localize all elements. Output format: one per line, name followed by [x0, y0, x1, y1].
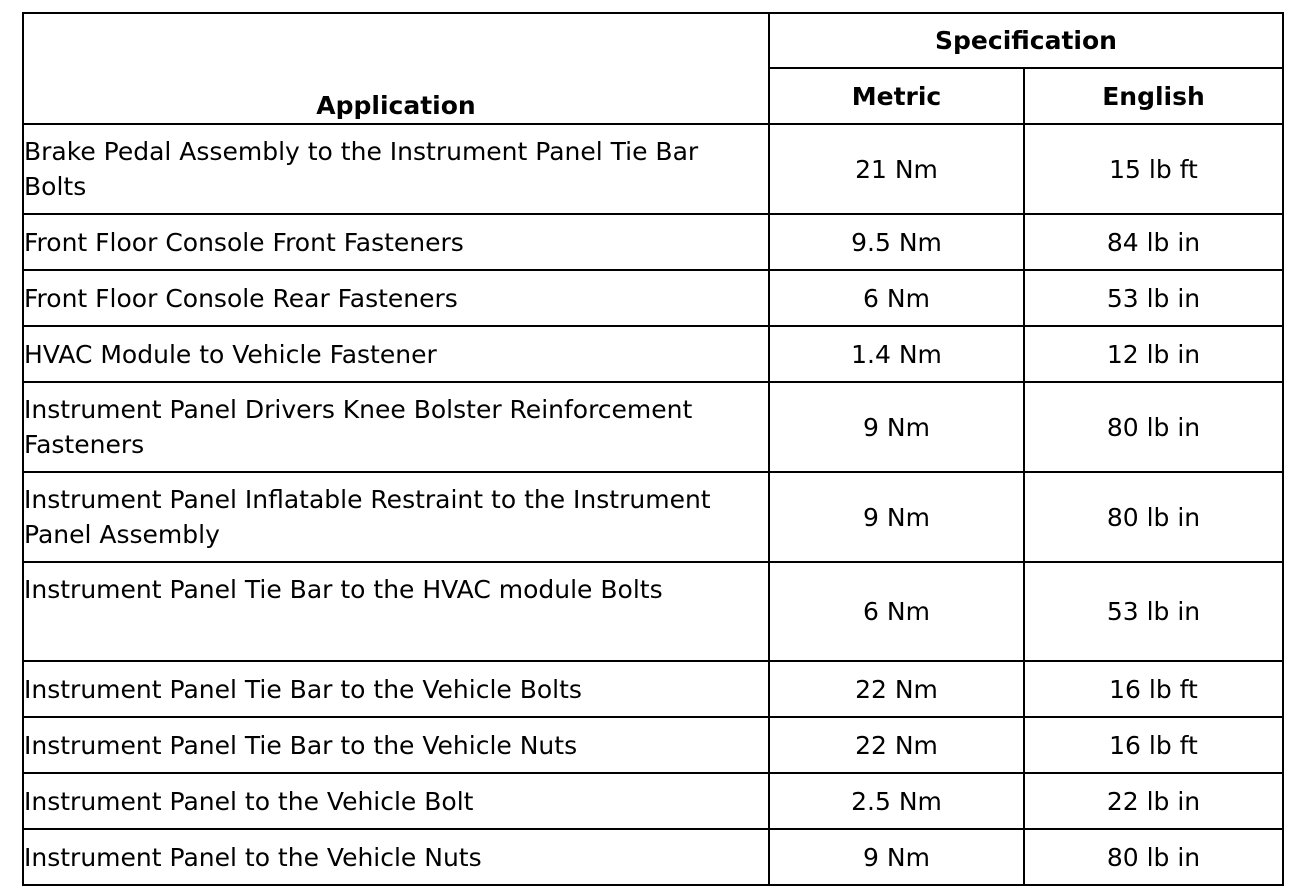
- application-cell: Instrument Panel Tie Bar to the Vehicle Bolts: [23, 661, 769, 717]
- english-cell: 80 lb in: [1024, 829, 1283, 885]
- table-row: [23, 326, 1283, 382]
- english-cell: 53 lb in: [1024, 562, 1283, 661]
- metric-cell: 21 Nm: [769, 124, 1024, 214]
- metric-cell: 9 Nm: [769, 382, 1024, 472]
- specification-header: Specification: [769, 13, 1283, 68]
- english-cell: 53 lb in: [1024, 270, 1283, 326]
- english-cell: 16 lb ft: [1024, 717, 1283, 773]
- header-row: [23, 13, 1283, 68]
- application-cell: Instrument Panel to the Vehicle Nuts: [23, 829, 769, 885]
- metric-cell: 22 Nm: [769, 717, 1024, 773]
- application-cell: Front Floor Console Rear Fasteners: [23, 270, 769, 326]
- english-cell: 80 lb in: [1024, 382, 1283, 472]
- table-row: [23, 124, 1283, 214]
- application-cell: Brake Pedal Assembly to the Instrument Panel Tie Bar Bolts: [23, 124, 769, 214]
- table-row: [23, 717, 1283, 773]
- table-header: [23, 13, 1283, 124]
- metric-cell: 22 Nm: [769, 661, 1024, 717]
- metric-cell: 2.5 Nm: [769, 773, 1024, 829]
- application-cell: Instrument Panel Inflatable Restraint to the Instrument Panel Assembly: [23, 472, 769, 562]
- english-cell: 15 lb ft: [1024, 124, 1283, 214]
- metric-cell: 6 Nm: [769, 562, 1024, 661]
- english-cell: 22 lb in: [1024, 773, 1283, 829]
- table-row: [23, 829, 1283, 885]
- english-cell: 12 lb in: [1024, 326, 1283, 382]
- metric-cell: 1.4 Nm: [769, 326, 1024, 382]
- english-cell: 84 lb in: [1024, 214, 1283, 270]
- application-header: Application: [23, 13, 769, 124]
- application-cell: Instrument Panel Tie Bar to the HVAC module Bolts: [23, 562, 769, 661]
- english-header: English: [1024, 68, 1283, 124]
- table-row: [23, 661, 1283, 717]
- english-cell: 80 lb in: [1024, 472, 1283, 562]
- table-body: [23, 124, 1283, 885]
- metric-cell: 6 Nm: [769, 270, 1024, 326]
- table-row: [23, 382, 1283, 472]
- table-row: [23, 773, 1283, 829]
- table-row: [23, 270, 1283, 326]
- application-cell: Instrument Panel to the Vehicle Bolt: [23, 773, 769, 829]
- torque-specification-table: [22, 12, 1284, 886]
- metric-cell: 9 Nm: [769, 829, 1024, 885]
- application-cell: Front Floor Console Front Fasteners: [23, 214, 769, 270]
- table-row: [23, 214, 1283, 270]
- english-cell: 16 lb ft: [1024, 661, 1283, 717]
- application-cell: HVAC Module to Vehicle Fastener: [23, 326, 769, 382]
- metric-header: Metric: [769, 68, 1024, 124]
- table-row: [23, 562, 1283, 661]
- metric-cell: 9 Nm: [769, 472, 1024, 562]
- table-row: [23, 472, 1283, 562]
- application-cell: Instrument Panel Drivers Knee Bolster Reinforcement Fasteners: [23, 382, 769, 472]
- application-cell: Instrument Panel Tie Bar to the Vehicle Nuts: [23, 717, 769, 773]
- metric-cell: 9.5 Nm: [769, 214, 1024, 270]
